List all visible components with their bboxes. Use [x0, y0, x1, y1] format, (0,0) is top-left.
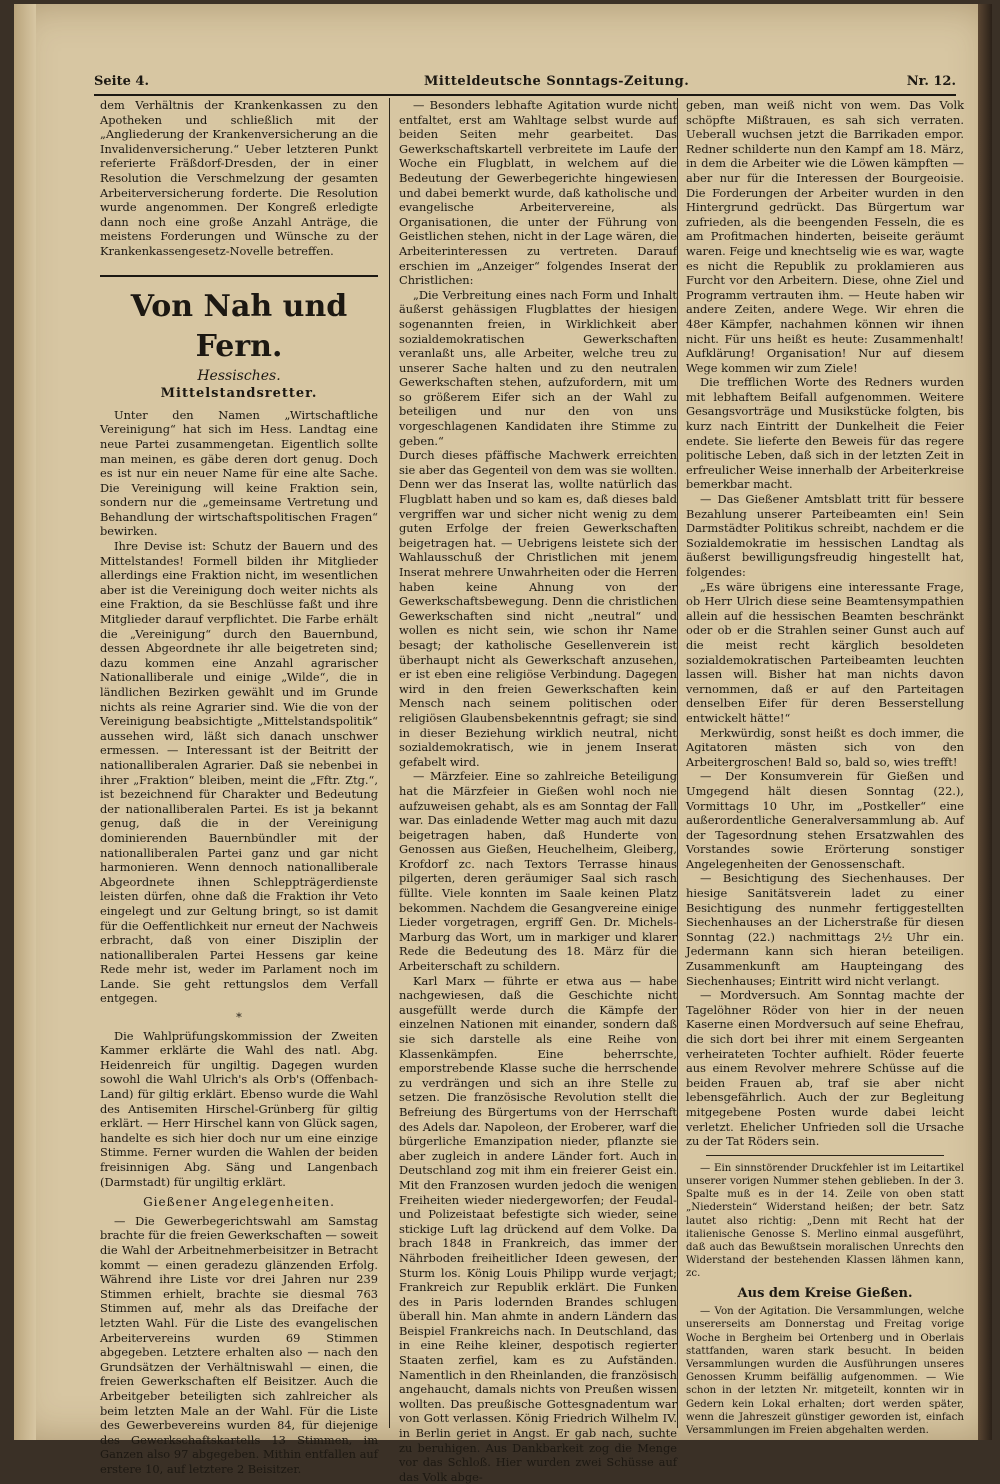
- article-paragraph: Karl Marx — führte er etwa aus — habe nachgewiesen, daß die Geschichte nicht ausgefüllt werde durch die Kämpfe der einzelnen Nationen mit einander, sondern daß sie sich darstelle als eine Reihe von Klassenkämpfen. Eine beherrschte, emporstrebende Klasse suche die herrschende zu verdrängen und sich an ihre Stelle zu setzen. Die französische Revolution stellt die Befreiung des Bürgertums von der Herrschaft des Adels dar. Napoleon, der Eroberer, warf die bürgerliche Emanzipation nieder, pflanzte sie aber zugleich in andere Länder fort. Auch in Deutschland zog mit ihm ein freierer Geist ein. Mit den Franzosen wurden jedoch die wenigen Freiheiten wieder niedergeworfen; der Feudal- und Polizeistaat befestigte sich wieder, seine stickige Luft lag drückend auf dem Volke. Da brach 1848 in Frankreich, das immer der Nährboden freiheitlicher Ideen gewesen, der Sturm los. König Louis Philipp wurde verjagt; Frankreich zur Republik erklärt. Die Funken des in Paris lodernden Brandes schlugen überall hin. Man ahmte in andern Ländern das Beispiel Frankreichs nach. In Deutschland, das in eine Reihe kleiner, despotisch regierter Staaten zerfiel, kam es zu Aufständen. Namentlich in den Rheinlanden, die französisch angehaucht, damals nichts von Preußen wissen wollten. Das preußische Gottesgnadentum war von Gott verlassen. König Friedrich Wilhelm IV. in Berlin geriet in Angst. Er gab nach, suchte zu beruhigen. Aus Dankbarkeit zog die Menge vor das Schloß. Hier wurden zwei Schüsse auf das Volk abge-: [399, 973, 677, 1484]
- column-3: [686, 98, 964, 1436]
- issue-number: Nr. 12.: [906, 74, 956, 89]
- column-1: [100, 98, 378, 1476]
- page-edge-left: [14, 4, 36, 1440]
- column-rule: [677, 98, 678, 1428]
- section-title: Von Nah und Fern.: [100, 275, 378, 367]
- article-paragraph: — Der Konsumverein für Gießen und Umgegend hält diesen Sonntag (22.), Vormittags 10 Uhr, im „Postkeller“ eine außerordentliche Generalversammlung ab. Auf der Tagesordnung stehen Ersatzwahlen des Vorstandes sowie Erörterung sonstiger Angelegenheiten der Genossenschaft.: [686, 769, 964, 871]
- article-paragraph: Die trefflichen Worte des Redners wurden mit lebhaftem Beifall aufgenommen. Weitere Gesangsvorträge und Musikstücke folgten, bis kurz nach Eintritt der Dunkelheit die Feier endete. Sie lieferte den Beweis für das regere politische Leben, daß sich in der letzten Zeit in erfreulicher Weise innerhalb der Arbeiterkreise bemerkbar macht.: [686, 375, 964, 492]
- header-rule: [94, 94, 956, 96]
- article-paragraph: Unter den Namen „Wirtschaftliche Vereinigung“ hat sich im Hess. Landtag eine neue Partei zusammengetan. Eigentlich sollte man meinen, es gäbe deren dort genug. Doch es ist nur ein neuer Name für eine alte Sache. Die Vereinigung will keine Fraktion sein, sondern nur die „gemeinsame Vertretung und Behandlung der wirtschaftspolitischen Fragen“ bewirken.: [100, 407, 378, 539]
- paper-title: Mitteldeutsche Sonntags-Zeitung.: [424, 74, 690, 89]
- article-paragraph: — Besonders lebhafte Agitation wurde nicht entfaltet, erst am Wahltage selbst wurde auf beiden Seiten mehr gearbeitet. Das Gewerkschaftskartell verbreitete im Laufe der Woche ein Flugblatt, in welchem auf die Bedeutung der Gewerbegerichte hingewiesen und dabei bemerkt wurde, daß katholische und evangelische Arbeitervereine, als Organisationen, die unter der Führung von Geistlichen stehen, nicht in der Lage wären, die Arbeiterinteressen zu vertreten. Darauf erschien im „Anzeiger“ folgendes Inserat der Christlichen:: [399, 98, 678, 288]
- article-paragraph: — Besichtigung des Siechenhauses. Der hiesige Sanitätsverein ladet zu einer Besichtigung des nunmehr fertiggestellten Siechenhauses an der Licherstraße für diesen Sonntag (22.) nachmittags 2½ Uhr ein. Jedermann kann sich hieran beteiligen. Zusammenkunft am Haupteingang des Siechenhauses; Eintritt wird nicht verlangt.: [686, 871, 964, 988]
- article-paragraph: — Die Gewerbegerichtswahl am Samstag brachte für die freien Gewerkschaften — soweit die Wahl der Arbeitnehmerbeisitzer in Betracht kommt — einen geradezu glänzenden Erfolg. Während ihre Liste vor drei Jahren nur 239 Stimmen erhielt, brachte sie diesmal 763 Stimmen auf, mehr als das Dreifache der letzten Wahl. Für die Liste des evangelischen Arbeitervereins wurden 69 Stimmen abgegeben. Letztere erhalten also — nach den Grundsätzen der Verhältniswahl — einen, die freien Gewerkschaften elf Beisitzer. Auch die Arbeitgeber beteiligten sich zahlreicher als beim letzten Male an der Wahl. Für die Liste des Gewerbevereins wurden 84, für diejenige des Gewerkschaftskartells 13 Stimmen, im Ganzen also 97 abgegeben. Mithin entfallen auf erstere 10, auf letztere 2 Beisitzer.: [100, 1213, 378, 1476]
- section-subtitle: Hessisches.: [197, 367, 281, 384]
- correction-notice: — Ein sinnstörender Druckfehler ist im Leitartikel unserer vorigen Nummer stehen geblieben. In der 3. Spalte muß es in der 14. Zeile von oben statt „Niederstein“ Widerstand heißen; der betr. Satz lautet also richtig: „Denn mit Recht hat der italienische Genosse S. Merlino einmal ausgeführt, daß auch das Bewußtsein moralischen Unrechts den Widerstand der bestehenden Klassen lähmen kann, zc.: [686, 1162, 964, 1280]
- quoted-paragraph: „Die Verbreitung eines nach Form und Inhalt äußerst gehässigen Flugblattes der hiesigen sogenannten freien, in Wirklichkeit aber sozialdemokratischen Gewerkschaften veranlaßt uns, alle Arbeiter, welche treu zu unserer Sache halten und zu den neutralen Gewerkschaften stehen, aufzufordern, mit um so größerem Eifer sich an der Wahl zu beteiligen und nur den von uns vorgeschlagenen Kandidaten ihre Stimme zu geben.“: [399, 287, 677, 448]
- column-2: [399, 98, 678, 1484]
- quoted-paragraph: „Es wäre übrigens eine interessante Frage, ob Herr Ulrich diese seine Beamtensympathien allein auf die hessischen Beamten beschränkt oder ob er die Strahlen seiner Gunst auch auf die meist recht kärglich besoldeten sozialdemokratischen Parteibeamten leuchten lassen will. Bisher hat man nichts davon vernommen, daß er auf den Parteitagen denselben Eifer für deren Besserstellung entwickelt hätte!“: [686, 579, 964, 725]
- page-header: [94, 70, 956, 92]
- divider: [706, 1155, 944, 1156]
- article-paragraph: — Von der Agitation. Die Versammlungen, welche unsererseits am Donnerstag und Freitag vorige Woche in Bergheim bei Ortenberg und in Oberlais stattfanden, waren stark besucht. In beiden Versammlungen wurden die Ausführungen unseres Genossen Krumm beifällig aufgenommen. — Wie schon in der letzten Nr. mitgeteilt, konnten wir in Gedern kein Lokal erhalten; dort werden später, wenn die Jahreszeit günstiger geworden ist, einfach Versammlungen im Freien abgehalten werden.: [686, 1306, 964, 1436]
- article-paragraph: Merkwürdig, sonst heißt es doch immer, die Agitatoren mästen sich von den Arbeitergroschen! Bald so, bald so, wies trefft!: [686, 725, 964, 769]
- newspaper-page: [14, 4, 992, 1484]
- article-paragraph: Die Wahlprüfungskommission der Zweiten Kammer erklärte die Wahl des natl. Abg. Heidenreich für ungiltig. Dagegen wurden sowohl die Wahl Ulrich's als Orb's (Offenbach-Land) für giltig erklärt. Ebenso wurde die Wahl des Antisemiten Hirschel-Grünberg für giltig erklärt. — Herr Hirschel kann von Glück sagen, handelte es sich hier doch nur um eine einzige Stimme. Ferner wurden die Wahlen der beiden freisinnigen Abg. Säng und Langenbach (Darmstadt) für ungiltig erklärt.: [100, 1028, 378, 1189]
- separator-star: *: [236, 1010, 242, 1025]
- article-paragraph: — Das Gießener Amtsblatt tritt für bessere Bezahlung unserer Parteibeamten ein! Sein Darmstädter Politikus schreibt, nachdem er die Sozialdemokratie im hessischen Landtag als äußerst bewilligungsfreudig hingestellt hat, folgendes:: [686, 492, 964, 579]
- article-paragraph: — Märzfeier. Eine so zahlreiche Beteiligung hat die Märzfeier in Gießen wohl noch nie aufzuweisen gehabt, als es am Sonntag der Fall war. Das einladende Wetter mag auch mit dazu beigetragen haben, daß Hunderte von Genossen aus Gießen, Heuchelheim, Gleiberg, Krofdorf zc. nach Textors Terrasse hinaus pilgerten, deren geräumiger Saal sich rasch füllte. Viele konnten im Saale keinen Platz bekommen. Nachdem die Gesangvereine einige Lieder vorgetragen, ergriff Gen. Dr. Michels-Marburg das Wort, um in markiger und klarer Rede die Bedeutung des 18. März für die Arbeiterschaft zu schildern.: [399, 769, 677, 974]
- subsection-heading: Gießener Angelegenheiten.: [143, 1195, 335, 1210]
- article-paragraph: Ihre Devise ist: Schutz der Bauern und des Mittelstandes! Formell bilden ihr Mitglieder allerdings eine Fraktion nicht, im wesentlichen aber ist die Vereinigung doch weiter nichts als eine Fraktion, da sie Beschlüsse faßt und ihre Mitglieder darauf verpflichtet. Die Farbe erhält die „Vereinigung“ durch den Bauernbund, dessen Abgeordnete ihr alle beigetreten sind; dazu kommen eine Anzahl agrarischer Nationalliberale und einige „Wilde“, die in ländlichen Bezirken gewählt und im Grunde nichts als reine Agrarier sind. Wie die von der Vereinigung beabsichtigte „Mittelstandspolitik“ aussehen wird, läßt sich danach unschwer ermessen. — Interessant ist der Beitritt der nationalliberalen Agrarier. Daß sie nebenbei in ihrer „Fraktion“ bleiben, meint die „Fftr. Ztg.“, ist bezeichnend für Charakter und Bedeutung der nationalliberalen Partei. Es ist ja bekannt genug, daß die in der Vereinigung dominierenden Bauernbündler mit der nationalliberalen Partei ganz und gar nicht harmonieren. Wenn dennoch nationalliberale Abgeordnete ihnen Schleppträgerdienste leisten dürfen, ohne daß die Fraktion ihr Veto eingelegt und zur Geltung bringt, so ist damit für die Oeffentlichkeit nur erneut der Nachweis erbracht, daß von einer Disziplin der nationalliberalen Partei Hessens gar keine Rede mehr ist, weder im Parlament noch im Lande. Sie geht rettungslos dem Verfall entgegen.: [100, 539, 378, 1006]
- page-edge-right: [978, 4, 992, 1440]
- article-heading: Mittelstandsretter.: [160, 386, 318, 402]
- subsection-heading: Aus dem Kreise Gießen.: [737, 1285, 913, 1301]
- article-paragraph: geben, man weiß nicht von wem. Das Volk schöpfte Mißtrauen, es sah sich verraten. Ueberall wuchsen jetzt die Barrikaden empor. Redner schilderte nun den Kampf am 18. März, in dem die Arbeiter wie die Löwen kämpften — aber nur für die Interessen der Bourgeoisie. Die Forderungen der Arbeiter wurden in den Hintergrund gedrückt. Das Bürgertum war zufrieden, als die beengenden Fesseln, die es am Profitmachen hinderten, beiseite geräumt waren. Feige und knechtselig wie es war, wagte es nicht die Republik zu proklamieren aus Furcht vor den Arbeitern. Diese, ohne Ziel und Programm vertrauten ihm. — Heute haben wir andere Zeiten, andere Wege. Wir ehren die 48er Kämpfer, nachahmen können wir ihnen nicht. Für uns heißt es heute: Zusammenhalt! Aufklärung! Organisation! Nur auf diesem Wege kommen wir zum Ziele!: [686, 98, 964, 375]
- page-number: Seite 4.: [94, 74, 149, 89]
- article-paragraph: — Mordversuch. Am Sonntag machte der Tagelöhner Röder von hier in der neuen Kaserne einen Mordversuch auf seine Ehefrau, die sich dort bei ihrer mit einem Sergeanten verheirateten Tochter aufhielt. Röder feuerte aus einem Revolver mehrere Schüsse auf die beiden Frauen ab, traf sie aber nicht lebensgefährlich. Auch der zur Begleitung mitgegebene Posten wurde dabei leicht verletzt. Ehelicher Unfrieden soll die Ursache zu der Tat Röders sein.: [686, 988, 964, 1149]
- article-paragraph: dem Verhältnis der Krankenkassen zu den Apotheken und schließlich mit der „Angliederung der Krankenversicherung an die Invalidenversicherung.“ Ueber letzteren Punkt referierte Fräßdorf-Dresden, der in einer Resolution die Verschmelzung der gesamten Arbeiterversicherung forderte. Die Resolution wurde angenommen. Der Kongreß erledigte dann noch eine große Anzahl Anträge, die meistens Forderungen und Wünsche zu der Krankenkassengesetz-Novelle betreffen.: [100, 98, 378, 258]
- article-paragraph: Durch dieses pfäffische Machwerk erreichten sie aber das Gegenteil von dem was sie wollten. Denn wer das Inserat las, wollte natürlich das Flugblatt haben und so kam es, daß dieses bald vergriffen war und sicher nicht wenig zu dem guten Erfolge der freien Gewerkschaften beigetragen hat. — Uebrigens leistete sich der Wahlausschuß der Christlichen mit jenem Inserat mehrere Unwahrheiten oder die Herren haben keine Ahnung von der Gewerkschaftsbewegung. Denn die christlichen Gewerkschaften sind nicht „neutral“ und wollen es nicht sein, wie schon ihr Name besagt; der katholische Gesellenverein ist überhaupt nicht als Gewerkschaft anzusehen, er ist eben eine religiöse Verbindung. Dagegen wird in den freien Gewerkschaften kein Mensch nach seinem politischen oder religiösen Glaubensbekenntnis gefragt; sie sind in dieser Beziehung wirklich neutral, nicht sozialdemokratisch, wie in jenem Inserat gefabelt wird.: [399, 448, 677, 769]
- column-rule: [389, 98, 390, 1428]
